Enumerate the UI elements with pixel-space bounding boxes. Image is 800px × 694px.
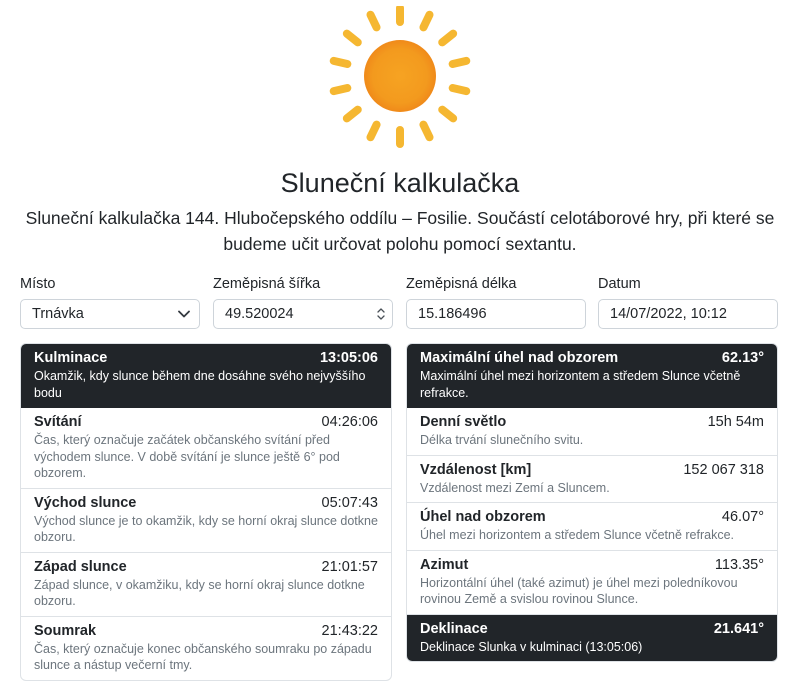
- result-row: [407, 456, 777, 504]
- result-value: 21.641°: [713, 620, 764, 637]
- place-value: Trnávka: [32, 306, 84, 322]
- result-value: 04:26:06: [321, 414, 378, 430]
- result-name: Svítání: [34, 414, 82, 430]
- result-description: Délka trvání slunečního svitu.: [420, 433, 584, 447]
- latitude-field: [213, 273, 393, 329]
- sun-ray: [437, 104, 459, 124]
- latitude-label: Zeměpisná šířka: [213, 276, 321, 292]
- place-label: Místo: [20, 276, 56, 292]
- result-value: 21:01:57: [321, 558, 378, 575]
- result-value: 113.35°: [714, 556, 764, 573]
- sun-ray: [341, 28, 363, 48]
- date-field: [598, 273, 778, 329]
- result-name: Deklinace: [420, 620, 488, 637]
- page-title: Sluneční kalkulačka: [280, 168, 520, 198]
- result-row: [21, 489, 391, 553]
- sun-ray: [418, 9, 435, 32]
- place-field: [20, 273, 200, 329]
- result-description: Okamžik, kdy slunce během dne dosáhne svého nejvyššího bodu: [34, 369, 366, 400]
- result-row: [21, 408, 391, 489]
- result-value: 152 067 318: [683, 461, 764, 478]
- result-description: Východ slunce je to okamžik, kdy se horní okraj slunce dotkne obzoru.: [34, 513, 378, 544]
- sun-ray: [396, 6, 404, 26]
- longitude-label: Zeměpisná délka: [406, 276, 517, 292]
- sun-ray: [437, 28, 459, 48]
- result-description: Maximální úhel mezi horizontem a středem Slunce včetně refrakce.: [420, 369, 741, 400]
- sun-ray: [341, 104, 363, 124]
- sun-ray: [448, 83, 471, 96]
- result-row: [407, 503, 777, 551]
- result-name: Úhel nad obzorem: [420, 509, 546, 525]
- result-name: Východ slunce: [34, 494, 137, 511]
- left-results-card: [20, 343, 392, 681]
- result-row: [21, 617, 391, 680]
- sun-ray: [329, 83, 352, 96]
- result-description: Západ slunce, v okamžiku, kdy se horní okraj slunce dotkne obzoru.: [34, 577, 365, 608]
- result-description: Horizontální úhel (také azimut) je úhel mezi poledníkovou rovinou Země a svislou rovinou Slunce.: [420, 575, 738, 606]
- latitude-value: 49.520024: [225, 306, 294, 322]
- result-row: [407, 615, 777, 662]
- result-name: Kulminace: [34, 350, 108, 366]
- longitude-input[interactable]: [406, 299, 586, 329]
- result-description: Čas, který označuje konec občanského soumraku po západu slunce a nástup večerní tmy.: [34, 641, 372, 672]
- result-name: Denní světlo: [420, 414, 507, 430]
- longitude-field: [406, 273, 586, 329]
- place-select[interactable]: [20, 299, 200, 329]
- sun-ray: [396, 126, 404, 148]
- sun-logo-icon: [320, 6, 480, 166]
- sun-ray: [448, 56, 471, 69]
- result-description: Čas, který označuje začátek občanského svítání před východem slunce. V době svítání je slunce ještě 6° pod obzorem.: [34, 433, 340, 480]
- spinner-icon[interactable]: [376, 300, 386, 328]
- result-name: Západ slunce: [34, 558, 127, 575]
- date-input[interactable]: [598, 299, 778, 329]
- result-row: [21, 344, 391, 408]
- result-name: Vzdálenost [km]: [420, 461, 532, 478]
- result-description: Deklinace Slunka v kulminaci (13:05:06): [420, 639, 643, 654]
- result-row: [407, 408, 777, 456]
- sun-ray: [418, 119, 435, 142]
- right-results-card: [406, 343, 778, 662]
- result-value: 13:05:06: [319, 350, 378, 366]
- date-label: Datum: [598, 276, 641, 292]
- latitude-input[interactable]: [213, 299, 393, 329]
- sun-ray: [365, 119, 382, 142]
- result-row: [407, 551, 777, 615]
- result-description: Vzdálenost mezi Zemí a Sluncem.: [420, 480, 610, 495]
- result-row: [407, 344, 777, 408]
- result-name: Maximální úhel nad obzorem: [420, 350, 619, 366]
- result-value: 15h 54m: [707, 414, 764, 430]
- date-value: 14/07/2022, 10:12: [610, 306, 727, 322]
- longitude-value: 15.186496: [418, 306, 487, 322]
- result-value: 62.13°: [721, 350, 764, 366]
- page-lead: Sluneční kalkulačka 144. Hlubočepského oddílu – Fosilie. Součástí celotáborové hry, při které se budeme učit určovat polohu pomocí sextantu.: [25, 208, 775, 254]
- result-name: Soumrak: [34, 622, 97, 639]
- result-value: 05:07:43: [321, 494, 378, 511]
- sun-ray: [329, 56, 352, 69]
- chevron-down-icon: [178, 300, 190, 328]
- result-value: 21:43:22: [321, 622, 378, 639]
- result-name: Azimut: [420, 556, 469, 573]
- result-description: Úhel mezi horizontem a středem Slunce včetně refrakce.: [420, 528, 735, 542]
- result-row: [21, 553, 391, 617]
- result-value: 46.07°: [721, 509, 764, 525]
- sun-ray: [365, 9, 382, 32]
